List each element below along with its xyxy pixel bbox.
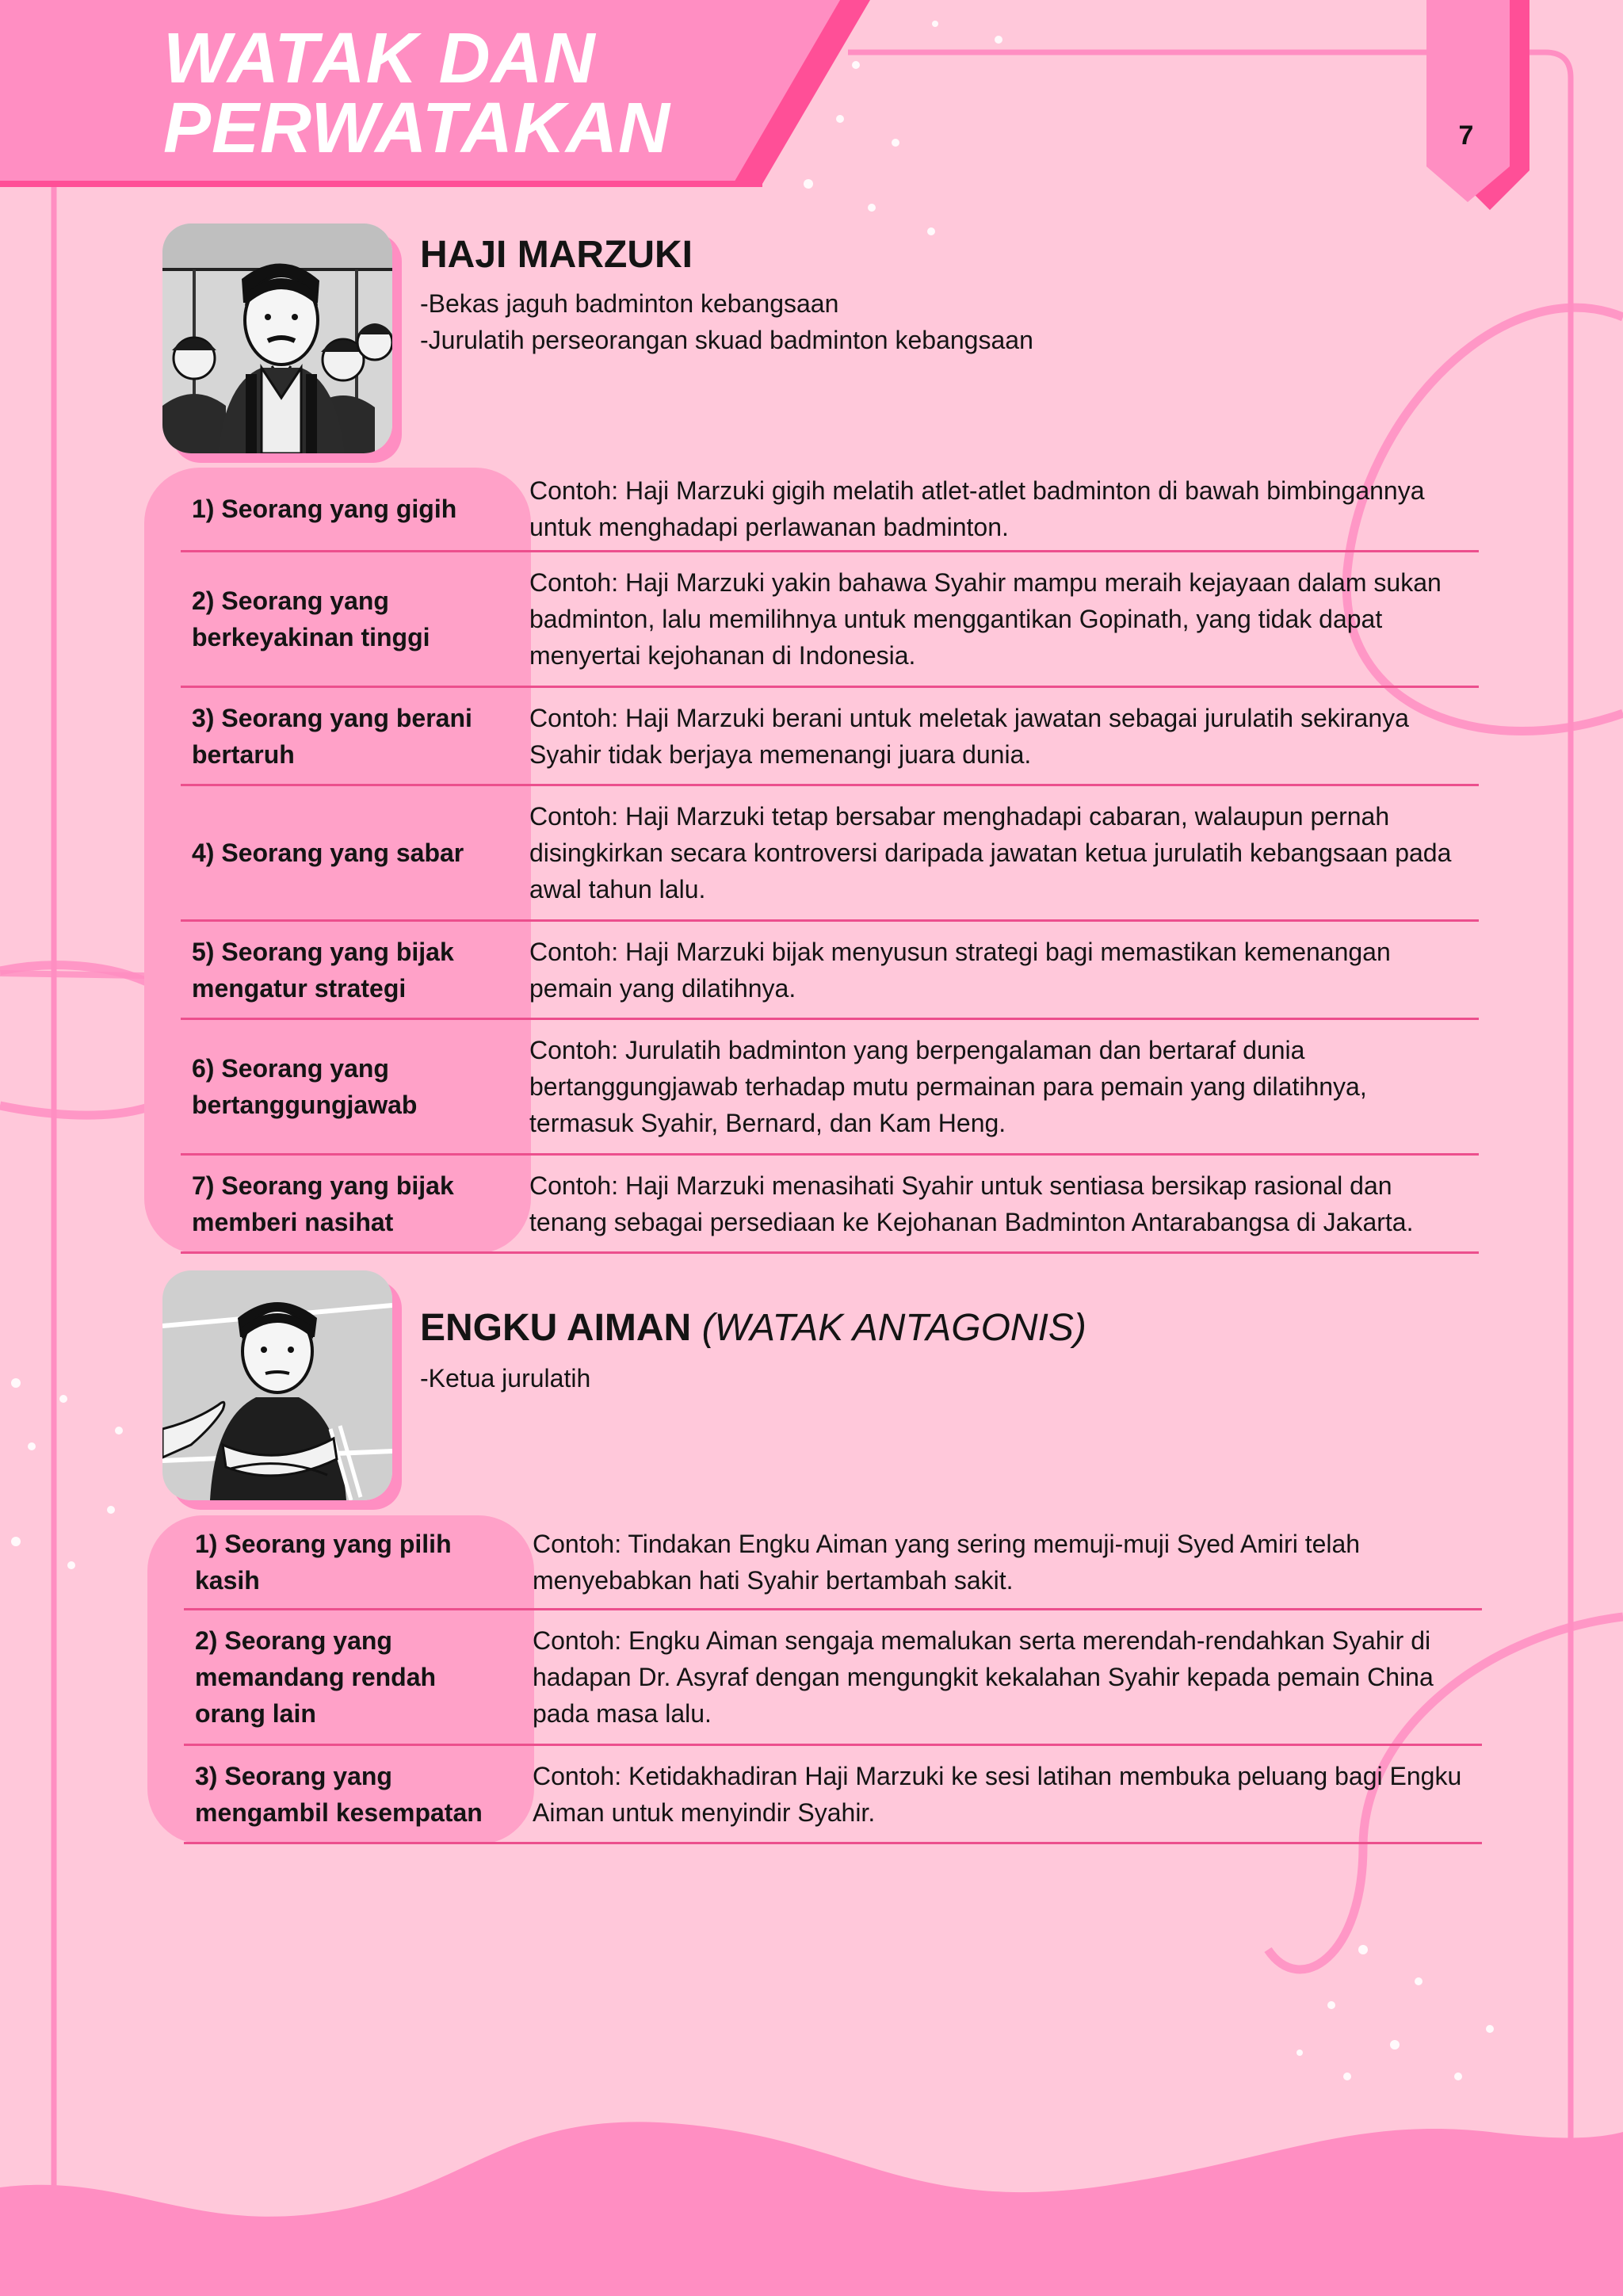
trait-row	[184, 1515, 1482, 1610]
trait-row	[181, 468, 1479, 552]
character-tag: (WATAK ANTAGONIS)	[701, 1307, 1086, 1349]
trait-example: Contoh: Haji Marzuki gigih melatih atlet-atlet badminton di bawah bimbingannya untuk menghadapi perlawanan badminton.	[529, 476, 1425, 541]
trait-row	[181, 1156, 1479, 1254]
trait-label: 4) Seorang yang sabar	[192, 839, 464, 867]
description-line: -Ketua jurulatih	[420, 1364, 591, 1392]
trait-example: Contoh: Tindakan Engku Aiman yang sering memuji-muji Syed Amiri telah menyebabkan hati Syahir bertambah sakit.	[533, 1529, 1361, 1595]
trait-row	[181, 922, 1479, 1020]
trait-example: Contoh: Ketidakhadiran Haji Marzuki ke sesi latihan membuka peluang bagi Engku Aiman untuk menyindir Syahir.	[533, 1761, 1462, 1827]
trait-label: 7) Seorang yang bijak memberi nasihat	[192, 1171, 454, 1236]
trait-example: Contoh: Haji Marzuki tetap bersabar menghadapi cabaran, walaupun pernah disingkirkan secara kontroversi daripada jawatan ketua jurulatih kebangsaan pada awal tahun lalu.	[529, 802, 1452, 904]
trait-label: 2) Seorang yang berkeyakinan tinggi	[192, 586, 430, 651]
page-title-line2: PERWATAKAN	[163, 89, 670, 168]
trait-label: 2) Seorang yang memandang rendah orang lain	[195, 1626, 437, 1728]
trait-example: Contoh: Engku Aiman sengaja memalukan serta merendah-rendahkan Syahir di hadapan Dr. Asyraf dengan mengungkit kekalahan Syahir kepada pemain China pada masa lalu.	[533, 1626, 1434, 1728]
haji-marzuki-trait-table	[181, 468, 1479, 1254]
trait-row	[181, 688, 1479, 786]
bookmark-tab	[1426, 0, 1510, 202]
engku-aiman-photo	[162, 1270, 392, 1500]
haji-marzuki-description	[420, 285, 1033, 358]
haji-marzuki-photo	[162, 223, 392, 453]
trait-label: 1) Seorang yang gigih	[192, 495, 457, 523]
engku-aiman-description	[420, 1360, 590, 1396]
portrait-illustration-icon	[162, 223, 392, 453]
trait-example: Contoh: Haji Marzuki bijak menyusun strategi bagi memastikan kemenangan pemain yang dilatihnya.	[529, 937, 1391, 1003]
trait-example: Contoh: Haji Marzuki berani untuk meletak jawatan sebagai jurulatih sekiranya Syahir tidak berjaya memenangi juara dunia.	[529, 703, 1409, 769]
trait-row	[181, 552, 1479, 688]
trait-example: Contoh: Jurulatih badminton yang berpengalaman dan bertaraf dunia bertanggungjawab terhadap mutu permainan para pemain yang dilatihnya, termasuk Syahir, Bernard, dan Kam Heng.	[529, 1036, 1367, 1137]
portrait-illustration-icon	[162, 1270, 392, 1500]
page-number: 7	[1458, 120, 1474, 151]
trait-row	[181, 786, 1479, 922]
page-title	[163, 19, 670, 168]
bottom-wave	[0, 2122, 1623, 2296]
engku-aiman-name: ENGKU AIMAN (WATAK ANTAGONIS)	[420, 1307, 1086, 1349]
trait-example: Contoh: Haji Marzuki yakin bahawa Syahir mampu meraih kejayaan dalam sukan badminton, lalu memilihnya untuk menggantikan Gopinath, yang tidak dapat menyertai kejohanan di Indonesia.	[529, 568, 1442, 670]
trait-row	[184, 1610, 1482, 1746]
trait-row	[184, 1746, 1482, 1844]
engku-aiman-trait-table	[184, 1515, 1482, 1844]
description-line: -Jurulatih perseorangan skuad badminton kebangsaan	[420, 326, 1033, 354]
page-title-line1: WATAK DAN	[163, 19, 596, 98]
trait-label: 3) Seorang yang mengambil kesempatan	[195, 1761, 483, 1827]
haji-marzuki-name: HAJI MARZUKI	[420, 234, 693, 276]
trait-label: 6) Seorang yang bertanggungjawab	[192, 1054, 418, 1119]
description-line: -Bekas jaguh badminton kebangsaan	[420, 289, 839, 318]
trait-row	[181, 1020, 1479, 1156]
trait-label: 3) Seorang yang berani bertaruh	[192, 703, 472, 769]
trait-label: 1) Seorang yang pilih kasih	[195, 1529, 452, 1595]
trait-label: 5) Seorang yang bijak mengatur strategi	[192, 937, 454, 1003]
trait-example: Contoh: Haji Marzuki menasihati Syahir untuk sentiasa bersikap rasional dan tenang sebagai persediaan ke Kejohanan Badminton Antarabangsa di Jakarta.	[529, 1171, 1414, 1236]
